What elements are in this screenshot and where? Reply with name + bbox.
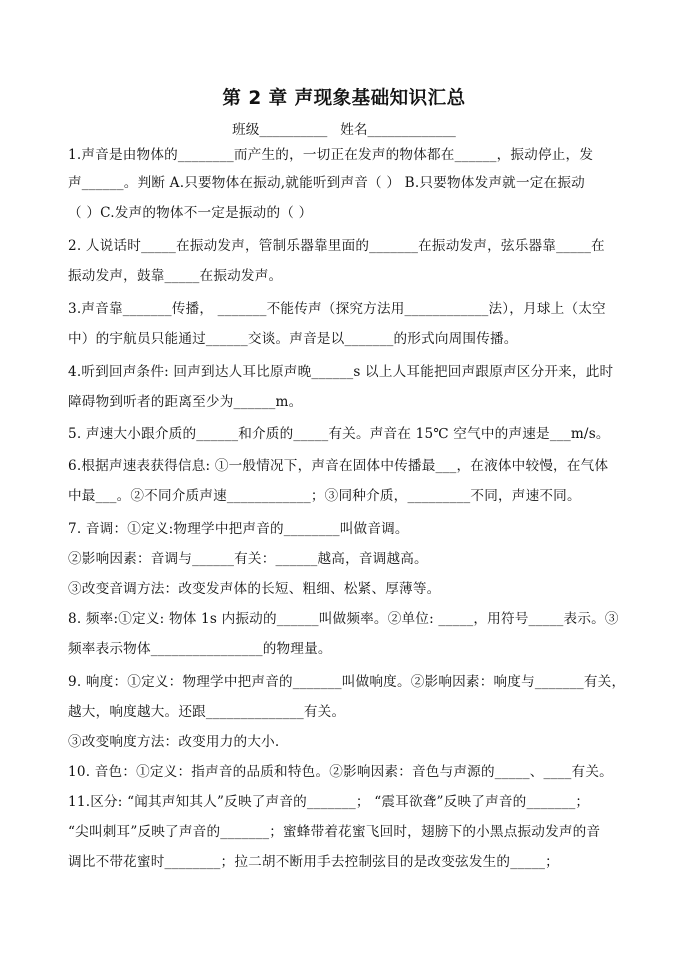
text-line: 越大，响度越大。还跟______________有关。 — [68, 704, 346, 720]
text-line: ②影响因素：音调与______有关：______越高，音调越高。 — [68, 551, 428, 567]
text-line: 10. 音色：①定义：指声音的品质和特色。②影响因素：音色与声源的_____、____有关。 — [68, 764, 613, 780]
text-line: 频率表示物体________________的物理量。 — [68, 641, 332, 657]
text-line: 1.声音是由物体的________而产生的，一切正在发声的物体都在______，振动停止，发 — [68, 147, 594, 163]
text-line: 2. 人说话时_____在振动发声，管制乐器靠里面的_______在振动发声，弦乐器靠_____在 — [68, 238, 605, 254]
text-line: ③改变音调方法：改变发声体的长短、粗细、松紧、厚薄等。 — [68, 581, 441, 597]
page-title: 第 2 章 声现象基础知识汇总 — [222, 88, 466, 109]
text-line: 11.区分: “闻其声知其人”反映了声音的_______； “震耳欲聋”反映了声音的_______； — [68, 794, 590, 810]
name-blank: _____________ — [367, 122, 456, 138]
text-line: “尖叫刺耳”反映了声音的_______；蜜蜂带着花蜜飞回时，翅膀下的小黑点振动发声的音 — [68, 824, 601, 840]
class-label: 班级 — [232, 122, 260, 138]
text-line: 7. 音调：①定义:物理学中把声音的________叫做音调。 — [68, 521, 409, 537]
text-line: 3.声音靠_______传播， _______不能传声（探究方法用____________法），月球上（太空 — [68, 301, 606, 317]
text-line: （ ）C.发声的物体不一定是振动的（ ） — [68, 205, 313, 221]
class-blank: __________ — [259, 122, 328, 138]
text-line: 振动发声，鼓靠_____在振动发声。 — [68, 268, 283, 284]
text-line: 4.听到回声条件: 回声到达人耳比原声晚______s 以上人耳能把回声跟原声区分开来，此时 — [68, 364, 614, 380]
text-line: 调比不带花蜜时________；拉二胡不断用手去控制弦目的是改变弦发生的_____； — [68, 854, 559, 870]
student-info-row — [0, 118, 688, 138]
text-line: 5. 声速大小跟介质的______和介质的_____有关。声音在 15℃ 空气中的声速是___m/s。 — [68, 426, 610, 442]
text-line: 中最___。②不同介质声速____________；③同种介质，_________不同，声速不同。 — [68, 488, 581, 504]
name-label: 姓名 — [340, 122, 368, 138]
text-line: ③改变响度方法：改变用力的大小. — [68, 734, 280, 750]
text-line: 中）的宇航员只能通过______交谈。声音是以_______的形式向周围传播。 — [68, 331, 518, 347]
text-line: 声______。判断 A.只要物体在振动,就能听到声音（ ） B.只要物体发声就一定在振动 — [68, 175, 585, 191]
text-line: 8. 频率:①定义: 物体 1s 内振动的______叫做频率。②单位: _____，用符号_____表示。③ — [68, 611, 619, 627]
text-line: 9. 响度：①定义：物理学中把声音的_______叫做响度。②影响因素：响度与_______有关， — [68, 674, 626, 690]
text-line: 6.根据声速表获得信息: ①一般情况下，声音在固体中传播最___，在液体中较慢，在气体 — [68, 458, 609, 474]
text-line: 障碍物到听者的距离至少为______m。 — [68, 394, 303, 410]
